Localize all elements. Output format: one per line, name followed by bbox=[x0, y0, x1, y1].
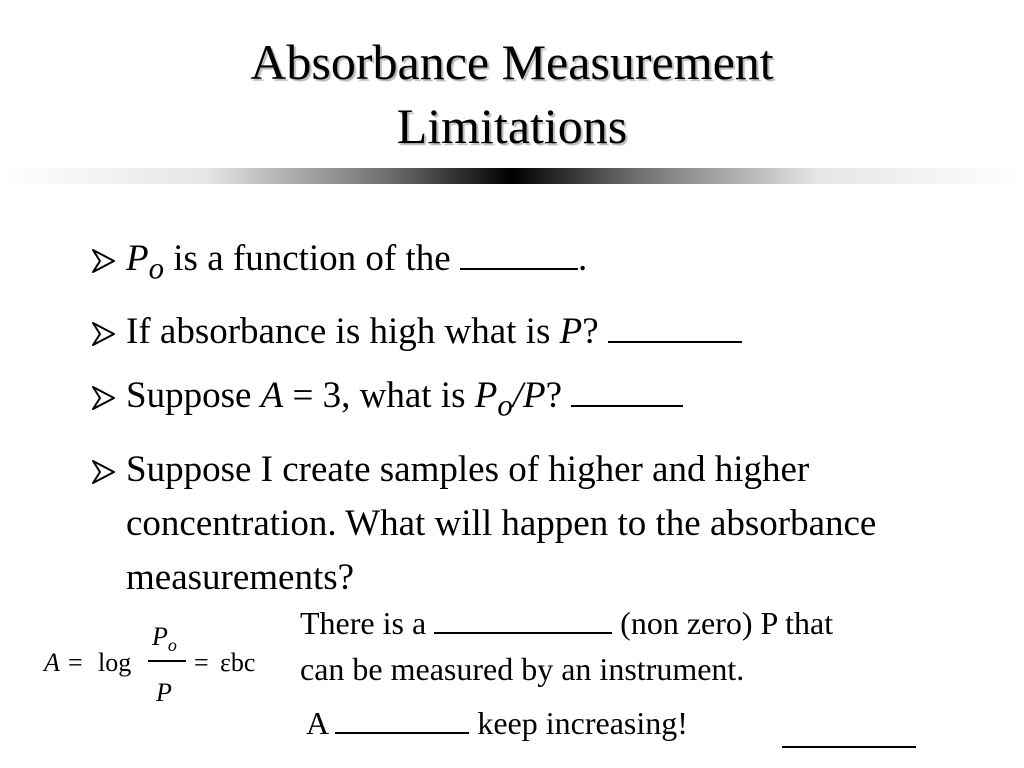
answer-blank-2[interactable] bbox=[608, 313, 742, 343]
bullet-2-text: If absorbance is high what is bbox=[126, 311, 560, 353]
title-line-1: Absorbance Measurement bbox=[250, 34, 774, 90]
formula-eq-2: = bbox=[194, 648, 209, 677]
note-line-1 bbox=[300, 600, 833, 646]
note-line-2: can be measured by an instrument. bbox=[300, 651, 745, 687]
bullet-2-end: ? bbox=[582, 311, 608, 353]
bullet-list bbox=[88, 232, 948, 615]
bullet-3-text-2: = 3, what is bbox=[283, 375, 475, 417]
note-3-text-b: keep increasing! bbox=[469, 705, 688, 741]
note-blank-3[interactable] bbox=[782, 746, 916, 748]
bullet-item-4 bbox=[88, 443, 948, 605]
arrow-bullet-icon bbox=[90, 320, 118, 348]
answer-blank-1[interactable] bbox=[460, 240, 578, 270]
bullet-1-sub: o bbox=[148, 251, 165, 286]
note-blank-1[interactable] bbox=[434, 608, 612, 634]
formula-denominator: P bbox=[156, 678, 172, 707]
bullet-1-text: is a function of the bbox=[164, 238, 460, 279]
formula-rhs: εbc bbox=[220, 648, 256, 677]
bullet-1-var: P bbox=[126, 238, 149, 279]
title-divider bbox=[0, 168, 1024, 184]
formula-numerator: P bbox=[152, 622, 168, 651]
bullet-3-slash: / bbox=[512, 375, 524, 417]
formula-lhs: A bbox=[44, 648, 60, 677]
note-line-3 bbox=[306, 700, 688, 746]
note-1-text-b: (non zero) P that bbox=[612, 605, 834, 641]
beers-law-formula bbox=[44, 622, 284, 722]
bullet-item-1 bbox=[88, 232, 948, 295]
formula-fraction-bar bbox=[148, 660, 186, 662]
note-blank-2[interactable] bbox=[335, 708, 469, 734]
bullet-3-var-a: A bbox=[260, 375, 284, 417]
formula-numerator-sub: o bbox=[167, 635, 177, 656]
bullet-1-end: . bbox=[577, 238, 588, 279]
bullet-4-text: Suppose I create samples of higher and higher concentration. What will happen to the absorbance measurements? bbox=[126, 448, 877, 598]
note-3-text-a: A bbox=[306, 705, 336, 741]
answer-blank-3[interactable] bbox=[571, 377, 683, 407]
formula-log: log bbox=[98, 648, 132, 677]
bullet-3-text-1: Suppose bbox=[126, 375, 261, 417]
title-line-2: Limitations bbox=[396, 98, 628, 154]
bullet-3-var-p: P bbox=[474, 375, 498, 417]
bullet-item-3 bbox=[88, 369, 948, 432]
slide-title bbox=[0, 30, 1024, 158]
arrow-bullet-icon bbox=[90, 247, 118, 275]
bullet-2-var: P bbox=[559, 311, 583, 353]
note-1-text-a: There is a bbox=[300, 605, 435, 641]
arrow-bullet-icon bbox=[90, 384, 118, 412]
formula-eq-1: = bbox=[68, 648, 83, 677]
bullet-3-end: ? bbox=[545, 375, 572, 417]
arrow-bullet-icon bbox=[90, 458, 118, 486]
bullet-item-2 bbox=[88, 305, 948, 359]
bullet-3-var-p2: P bbox=[523, 375, 546, 417]
bullet-3-sub: o bbox=[497, 388, 513, 423]
